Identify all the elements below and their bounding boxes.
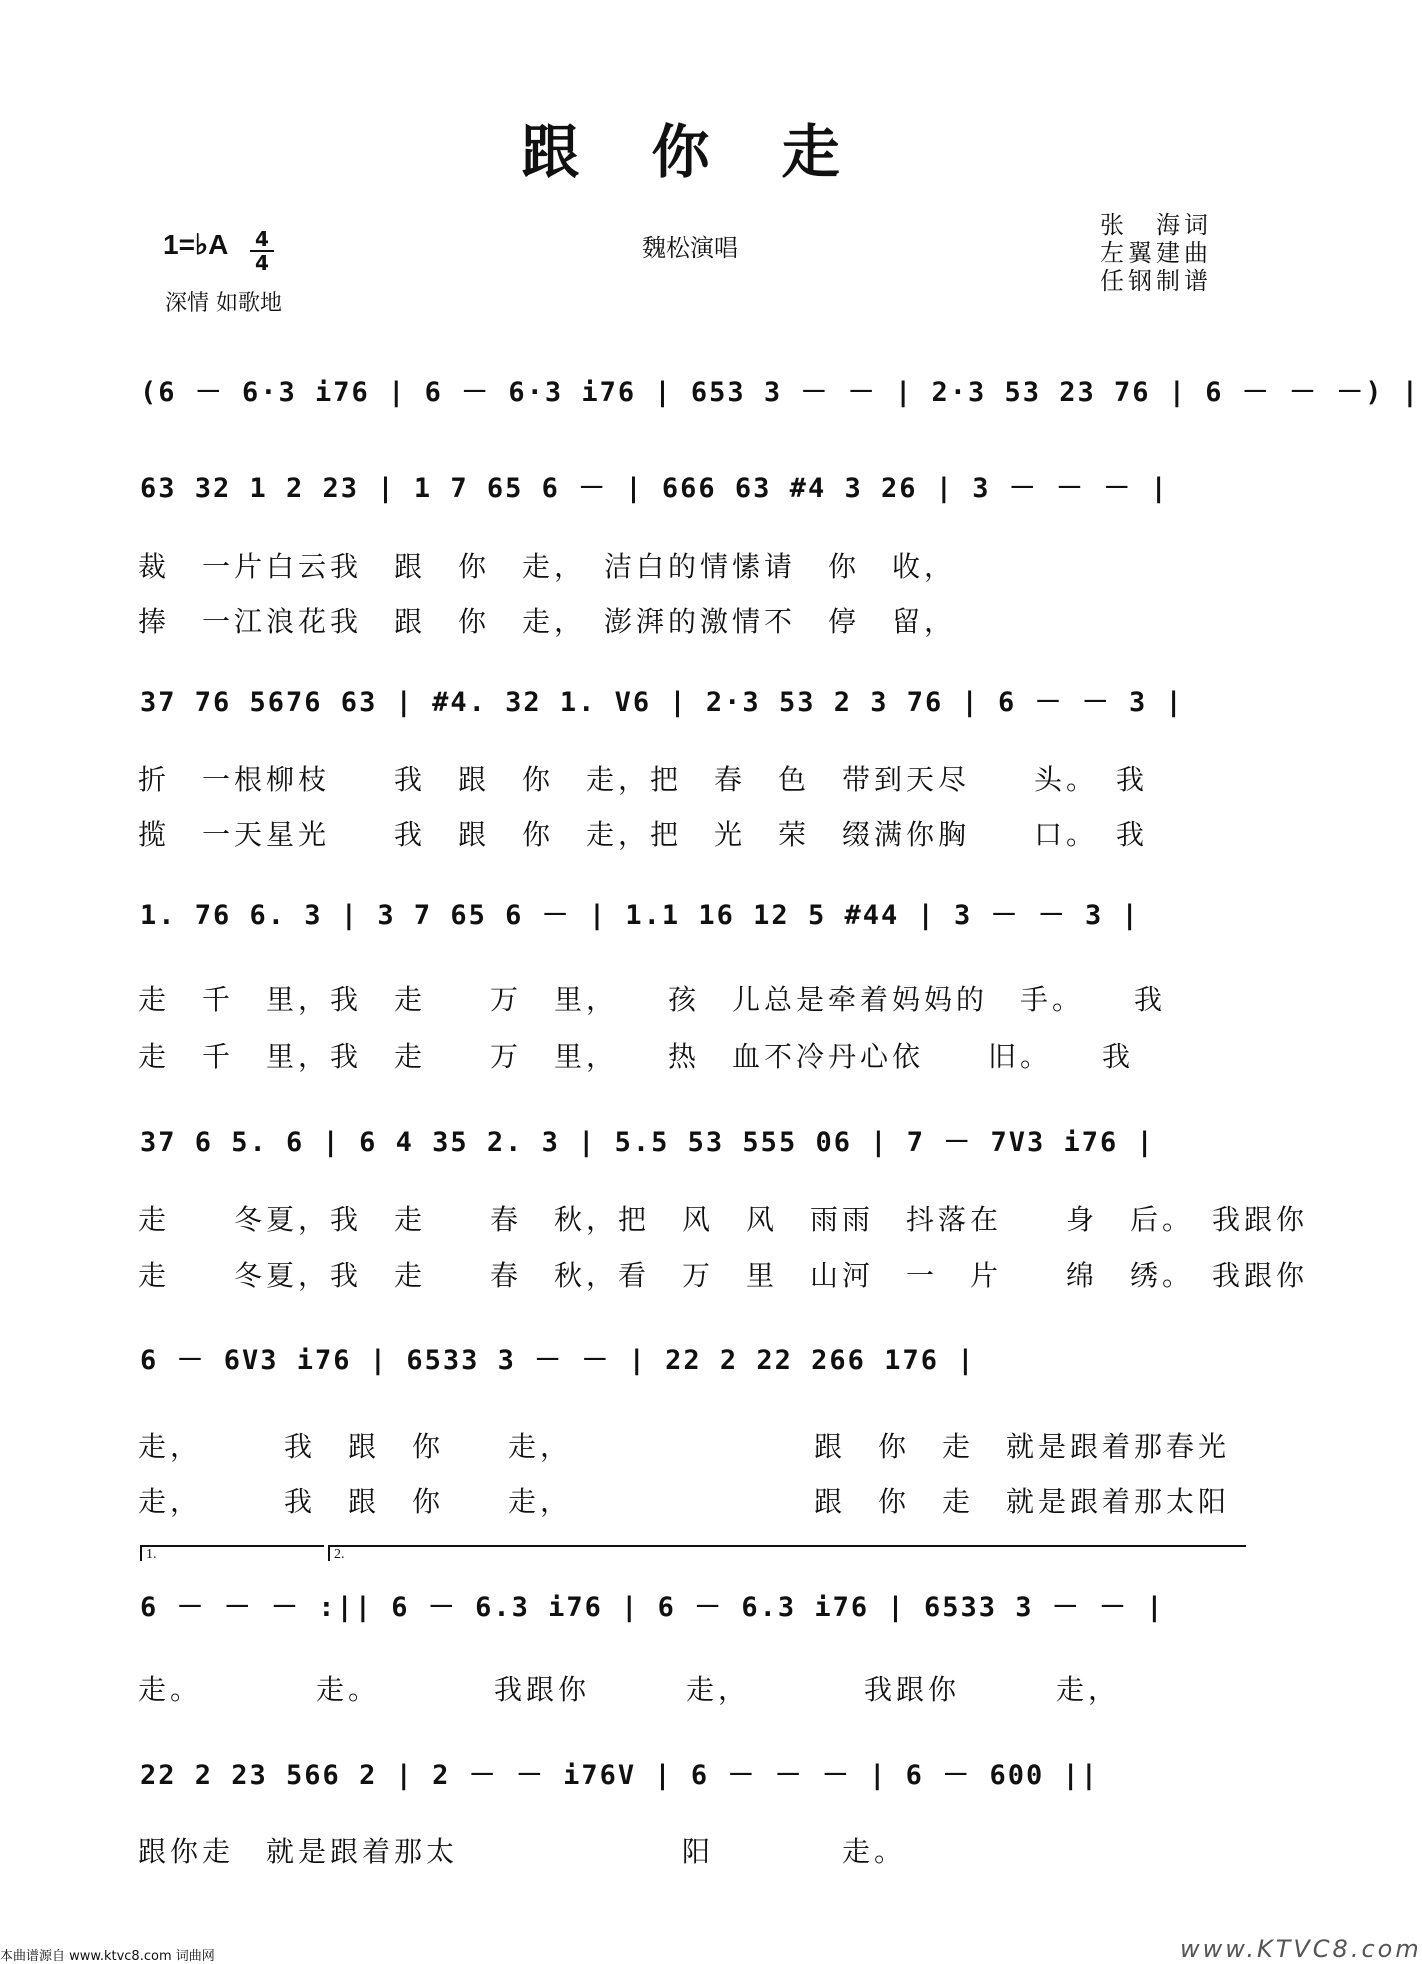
notation-line-8: 22 2 23 566 2 | 2 － － i76V | 6 － － － | 6 － 600 || [140, 1760, 1099, 1791]
notation-line-5: 37 6 5. 6 | 6 4 35 2. 3 | 5.5 53 555 06 | 7 － 7V3 i76 | [140, 1127, 1155, 1158]
volta-second-ending: 2. [328, 1545, 1246, 1561]
lyric-line-3-verse-1: 折 一根柳枝 我 跟 你 走，把 春 色 带到天尽 头。 我 [138, 763, 1149, 796]
time-signature-bottom: 4 [255, 251, 269, 275]
lyric-line-2-verse-2: 捧 一江浪花我 跟 你 走， 澎湃的激情不 停 留， [138, 605, 957, 638]
lyric-line-5-verse-2: 走 冬夏，我 走 春 秋，看 万 里 山河 一 片 绵 绣。 我跟你 [138, 1259, 1309, 1292]
song-title: 跟 你 走 [521, 118, 866, 186]
key-signature: 1=♭A [163, 229, 229, 260]
credits [1100, 211, 1212, 295]
lyric-line-5-verse-1: 走 冬夏，我 走 春 秋，把 风 风 雨雨 抖落在 身 后。 我跟你 [138, 1203, 1309, 1236]
lyric-line-6-verse-1: 走， 我 跟 你 走， 跟 你 走 就是跟着那春光 [138, 1430, 1231, 1463]
notation-line-1: (6 － 6·3 i76 | 6 － 6·3 i76 | 653 3 － － | 2·3 53 23 76 | 6 － － －) | [140, 377, 1421, 408]
lyric-line-7: 走。 走。 我跟你 走， 我跟你 走， [138, 1673, 1121, 1706]
notation-line-4: 1. 76 6. 3 | 3 7 65 6 － | 1.1 16 12 5 #44 | 3 － － 3 | [140, 900, 1140, 931]
tempo-marking: 深情 如歌地 [165, 291, 282, 316]
notation-line-2: 63 32 1 2 23 | 1 7 65 6 － | 666 63 #4 3 26 | 3 － － － | [140, 473, 1169, 504]
volta-first-ending: 1. [140, 1545, 324, 1561]
lyric-line-8: 跟你走 就是跟着那太 阳 走。 [138, 1835, 907, 1868]
time-signature-top: 4 [250, 228, 274, 252]
notation-line-6: 6 － 6V3 i76 | 6533 3 － － | 22 2 22 266 176 | [140, 1345, 976, 1376]
time-signature [250, 228, 274, 274]
composer-credit: 左翼建曲 [1100, 239, 1212, 267]
source-footer: 本曲谱源自 www.ktvc8.com 词曲网 [0, 1949, 215, 1964]
lyricist-credit: 张 海词 [1100, 211, 1212, 239]
performer: 魏松演唱 [642, 234, 738, 262]
lyric-line-3-verse-2: 揽 一天星光 我 跟 你 走，把 光 荣 缀满你胸 口。 我 [138, 818, 1149, 851]
lyric-line-6-verse-2: 走， 我 跟 你 走， 跟 你 走 就是跟着那太阳 [138, 1485, 1231, 1518]
lyric-line-4-verse-1: 走 千 里，我 走 万 里， 孩 儿总是牵着妈妈的 手。 我 [138, 983, 1167, 1016]
notation-line-7: 6 － － － :|| 6 － 6.3 i76 | 6 － 6.3 i76 | 6533 3 － － | [140, 1592, 1165, 1623]
lyric-line-4-verse-2: 走 千 里，我 走 万 里， 热 血不冷丹心依 旧。 我 [138, 1040, 1135, 1073]
lyric-line-2-verse-1: 裁 一片白云我 跟 你 走， 洁白的情愫请 你 收， [138, 550, 957, 583]
notation-line-3: 37 76 5676 63 | #4. 32 1. V6 | 2·3 53 2 3 76 | 6 － － 3 | [140, 687, 1184, 718]
transcriber-credit: 任钢制谱 [1100, 267, 1212, 295]
watermark-url: www.KTVC8.com [1180, 1935, 1422, 1963]
